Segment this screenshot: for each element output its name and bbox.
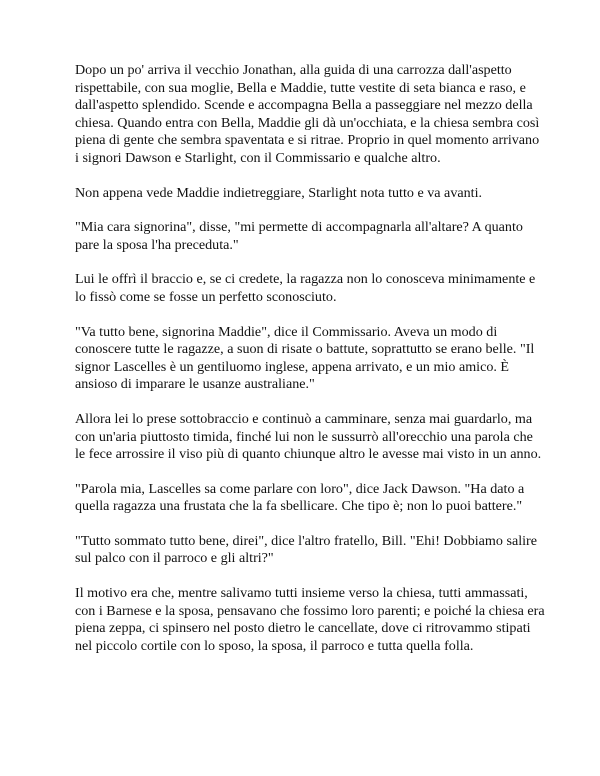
paragraph-4: Lui le offrì il braccio e, se ci credete, la ragazza non lo conosceva minimamente e lo fissò come se fosse un perfetto sconosciuto.: [75, 271, 536, 305]
paragraph-7: "Parola mia, Lascelles sa come parlare con loro", dice Jack Dawson. "Ha dato a quella ragazza una frustata che la fa sbellicare. Che tipo è; non lo puoi battere.": [75, 480, 525, 515]
paragraph-9: Il motivo era che, mentre salivamo tutti insieme verso la chiesa, tutti ammassati, con i Barnese e la sposa, pensavano che fossimo loro parenti; e poiché la chiesa era piena zeppa, ci spinsero nel posto dietro le cancellate, dove ci ritrovammo stipati nel piccolo cortile con lo sposo, la sposa, il parroco e tutta quella folla.: [75, 585, 545, 654]
paragraph-1: Dopo un po' arriva il vecchio Jonathan, alla guida di una carrozza dall'aspetto rispettabile, con sua moglie, Bella e Maddie, tutte vestite di seta bianca e raso, e dall'aspetto splendido. Scende e accompagna Bella a passeggiare nel mezzo della chiesa. Quando entra con Bella, Maddie gli dà un'occhiata, e la chiesa sembra così piena di gente che sembra spaventata e si ritrae. Proprio in quel momento arrivano i signori Dawson e Starlight, con il Commissario e qualche altro.: [75, 62, 540, 166]
paragraph-5: "Va tutto bene, signorina Maddie", dice il Commissario. Aveva un modo di conoscere tutte le ragazze, a suon di risate o battute, soprattutto se erano belle. "Il signor Lascelles è un gentiluomo inglese, appena arrivato, e un mio amico. È ansioso di imparare le usanze australiane.": [75, 323, 535, 393]
document-page: [75, 62, 545, 672]
paragraph-6: Allora lei lo prese sottobraccio e continuò a camminare, senza mai guardarlo, ma con un'aria piuttosto timida, finché lui non le sussurrò all'orecchio una parola che le fece arrossire il viso più di quanto chiunque altro le avesse mai visto in un anno.: [75, 410, 542, 463]
paragraph-2: Non appena vede Maddie indietreggiare, Starlight nota tutto e va avanti.: [75, 184, 483, 201]
paragraph-3: "Mia cara signorina", disse, "mi permette di accompagnarla all'altare? A quanto pare la sposa l'ha preceduta.": [75, 219, 523, 253]
paragraph-8: "Tutto sommato tutto bene, direi", dice l'altro fratello, Bill. "Ehi! Dobbiamo salire sul palco con il parroco e gli altri?": [75, 532, 537, 567]
